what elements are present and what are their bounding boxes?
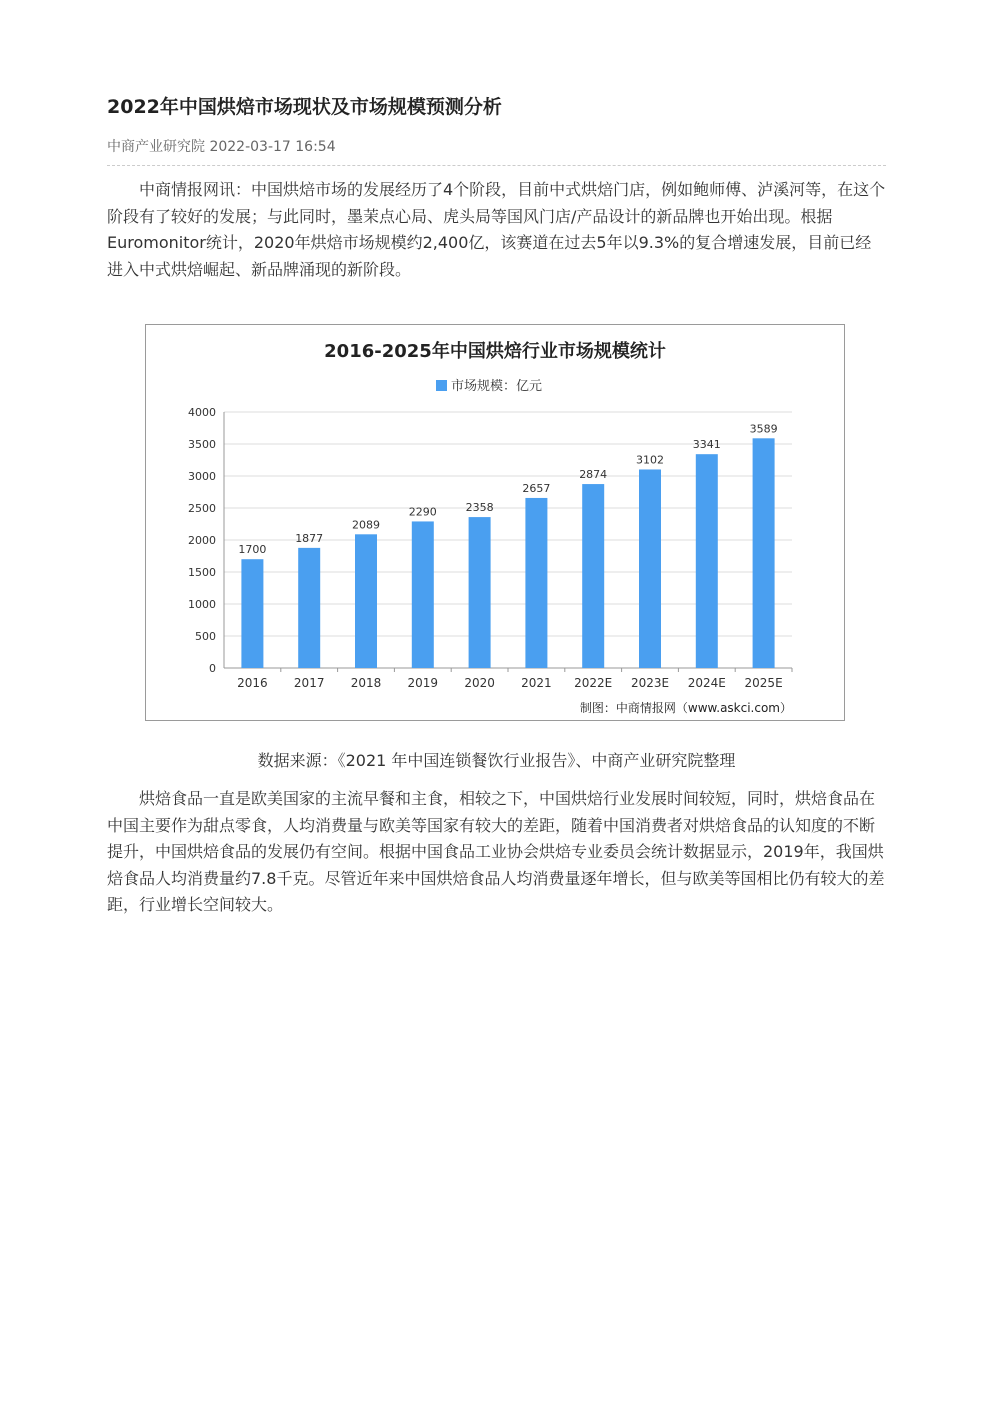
bar bbox=[355, 534, 377, 668]
bar-value-label: 3102 bbox=[636, 453, 664, 467]
bar-value-label: 2290 bbox=[408, 505, 437, 519]
paragraph-intro: 中商情报网讯：中国烘焙市场的发展经历了4个阶段，目前中式烘焙门店，例如鲍师傅、泸溪河等，在这个阶段有了较好的发展；与此同时，墨茉点心局、虎头局等国风门店/产品设计的新品牌也开始出现。根据Euromonitor统计，2020年烘焙市场规模约2,400亿，该赛道在过去5年以9.3%的复合增速发展，目前已经进入中式烘焙崛起、新品牌涌现的新阶段。 bbox=[107, 180, 886, 279]
y-tick-label: 2500 bbox=[188, 502, 216, 515]
x-tick-label: 2020 bbox=[464, 676, 495, 690]
bar bbox=[469, 517, 491, 668]
bar bbox=[412, 521, 434, 668]
y-tick-label: 500 bbox=[195, 630, 216, 643]
x-tick-label: 2025E bbox=[744, 676, 783, 690]
x-tick-label: 2016 bbox=[237, 676, 268, 690]
chart-title: 2016-2025年中国烘焙行业市场规模统计 bbox=[324, 341, 666, 362]
paragraph-consumption: 烘焙食品一直是欧美国家的主流早餐和主食，相较之下，中国烘焙行业发展时间较短，同时，烘焙食品在中国主要作为甜点零食，人均消费量与欧美等国家有较大的差距，随着中国消费者对烘焙食品的认知度的不断提升，中国烘焙食品的发展仍有空间。根据中国食品工业协会烘焙专业委员会统计数据显示，2019年，我国烘焙食品人均消费量约7.8千克。尽管近年来中国烘焙食品人均消费量逐年增长，但与欧美等国相比仍有较大的差距，行业增长空间较大。 bbox=[107, 789, 885, 914]
bar bbox=[696, 454, 718, 668]
bar-chart bbox=[146, 325, 844, 720]
chart-caption: 数据来源：《2021 年中国连锁餐饮行业报告》、中商产业研究院整理 bbox=[257, 751, 736, 770]
y-tick-label: 0 bbox=[209, 662, 216, 675]
bar bbox=[298, 548, 320, 668]
bar-value-label: 2358 bbox=[465, 501, 494, 515]
y-tick-label: 3000 bbox=[188, 470, 216, 483]
bar bbox=[525, 498, 547, 668]
bar-value-label: 1877 bbox=[295, 531, 324, 545]
bar-value-label: 2874 bbox=[579, 468, 608, 482]
y-tick-label: 1000 bbox=[188, 598, 216, 611]
bar-value-label: 2089 bbox=[352, 518, 380, 532]
x-tick-label: 2018 bbox=[350, 676, 382, 690]
chart-figure bbox=[145, 324, 845, 721]
article-meta: 中商产业研究院 2022-03-17 16:54 bbox=[107, 139, 336, 155]
x-tick-label: 2023E bbox=[630, 676, 670, 690]
bar-value-label: 3341 bbox=[692, 438, 721, 452]
x-tick-label: 2021 bbox=[521, 676, 552, 690]
bar bbox=[582, 484, 604, 668]
bar-value-label: 3589 bbox=[749, 422, 778, 436]
divider bbox=[107, 165, 886, 166]
legend-label: 市场规模：亿元 bbox=[451, 379, 543, 394]
x-tick-label: 2017 bbox=[293, 676, 325, 690]
chart-source-note: 制图：中商情报网（www.askci.com） bbox=[579, 701, 792, 715]
bar bbox=[241, 559, 263, 668]
article-title: 2022年中国烘焙市场现状及市场规模预测分析 bbox=[107, 96, 502, 118]
bar bbox=[753, 438, 775, 668]
y-tick-label: 1500 bbox=[188, 566, 216, 579]
y-tick-label: 4000 bbox=[188, 406, 216, 419]
legend-swatch bbox=[436, 380, 447, 391]
x-tick-label: 2022E bbox=[574, 676, 613, 690]
bar bbox=[639, 469, 661, 668]
y-tick-label: 3500 bbox=[188, 438, 216, 451]
y-tick-label: 2000 bbox=[188, 534, 216, 547]
x-tick-label: 2024E bbox=[687, 676, 726, 690]
x-tick-label: 2019 bbox=[407, 676, 439, 690]
bar-value-label: 1700 bbox=[238, 543, 267, 557]
bar-value-label: 2657 bbox=[522, 481, 551, 495]
